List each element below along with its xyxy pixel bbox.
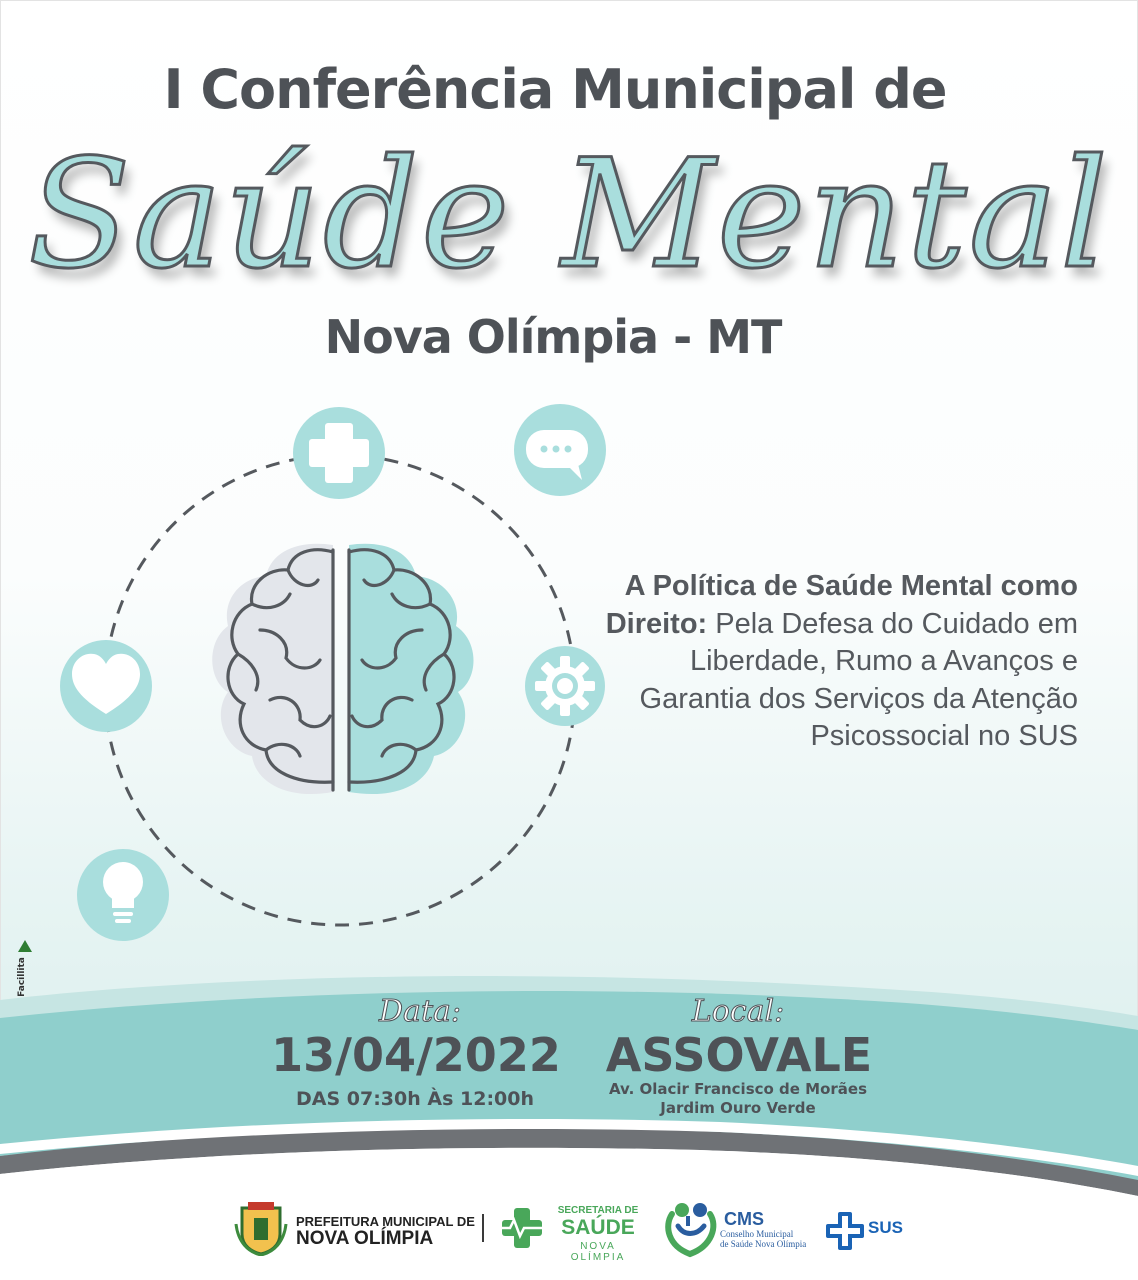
event-address-2: Jardim Ouro Verde — [660, 1099, 816, 1117]
secretaria-line-2: SAÚDE — [561, 1216, 635, 1239]
secretaria-line-1: SECRETARIA DE — [557, 1205, 639, 1216]
cms-logo — [662, 1196, 722, 1258]
prefeitura-seal-logo — [234, 1198, 288, 1256]
prefeitura-line-2: NOVA OLÍMPIA — [296, 1228, 434, 1249]
sus-logo — [824, 1210, 866, 1252]
secretaria-line-3: NOVA OLÍMPIA — [570, 1241, 626, 1263]
plus-icon — [293, 407, 385, 499]
heart-icon — [60, 640, 152, 732]
cms-subtitle-line-1: Conselho Municipal — [720, 1229, 794, 1239]
lightbulb-icon — [77, 849, 169, 941]
prefeitura-line-1: PREFEITURA MUNICIPAL DE — [296, 1214, 475, 1229]
place-label: Local: — [691, 994, 785, 1029]
title-script: Saúde Mental — [28, 128, 1110, 302]
date-label: Data: — [379, 994, 461, 1029]
footer-divider — [482, 1214, 484, 1242]
event-date: 13/04/2022 — [271, 1028, 561, 1082]
gear-icon — [525, 646, 605, 726]
conference-theme — [600, 568, 1078, 756]
title-location: Nova Olímpia - MT — [324, 310, 782, 364]
illustration — [0, 380, 620, 960]
event-address-1: Av. Olacir Francisco de Morães — [608, 1080, 868, 1098]
event-place: ASSOVALE — [605, 1028, 873, 1082]
brain-icon — [212, 544, 473, 794]
watermark-text: Facillita — [16, 957, 27, 997]
event-time: DAS 07:30h Às 12:00h — [295, 1088, 535, 1110]
cms-subtitle — [720, 1229, 806, 1249]
cms-subtitle-line-2: de Saúde Nova Olímpia — [720, 1239, 807, 1249]
title-line-1: I Conferência Municipal de — [163, 58, 947, 121]
dashed-orbit — [105, 455, 575, 925]
secretaria-saude-logo — [494, 1200, 550, 1256]
cms-title: CMS — [724, 1209, 764, 1229]
sus-label: SUS — [868, 1218, 903, 1237]
theme-bold: A Política de Saúde Mental como Direito: — [605, 570, 1078, 640]
theme-text: Pela Defesa do Cuidado em Liberdade, Rumo a Avanços e Garantia dos Serviços da Atenção Psicossocial no SUS — [639, 607, 1078, 752]
speech-bubble-icon — [514, 404, 606, 496]
